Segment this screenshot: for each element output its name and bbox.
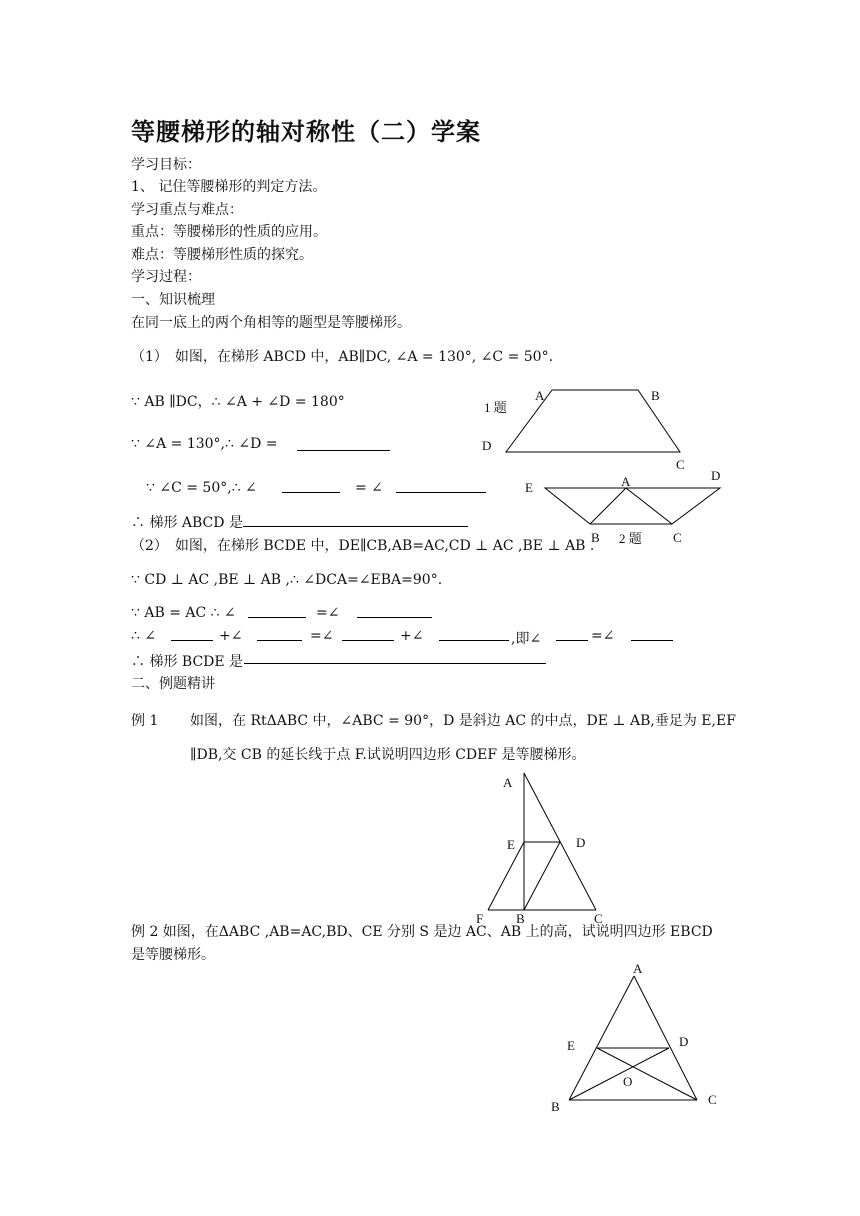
answer-blank	[243, 514, 468, 527]
goal-heading: 学习目标：	[131, 157, 201, 173]
problem-1-conclusion: ∴ 梯形 ABCD 是	[131, 515, 243, 531]
problem-2-step-2: ∵ AB = AC ∴ ∠	[131, 605, 236, 621]
key-point: 重点：等腰梯形的性质的应用。	[131, 224, 327, 240]
hard-point: 难点：等腰梯形性质的探究。	[131, 247, 313, 263]
rule-text: 在同一底上的两个角相等的题型是等腰梯形。	[131, 315, 411, 331]
answer-blank	[631, 628, 673, 641]
example-2-text-cont: 是等腰梯形。	[131, 947, 215, 963]
problem-1-step-3-eq: = ∠	[355, 480, 383, 496]
key-heading: 学习重点与难点：	[131, 202, 243, 218]
equals-angle: =∠	[591, 628, 615, 644]
point-label: A	[621, 474, 631, 489]
point-label: A	[633, 961, 643, 976]
answer-blank	[297, 438, 390, 451]
example-1-text: 如图，在 RtΔABC 中，∠ABC = 90°，D 是斜边 AC 的中点，DE ⊥ AB,垂足为 E,EF	[190, 713, 736, 729]
plus-angle: +∠	[400, 628, 424, 644]
answer-blank	[357, 605, 432, 618]
figure-1-trapezoid	[470, 380, 720, 470]
answer-blank	[244, 651, 546, 664]
plus-angle: +∠	[219, 628, 243, 644]
answer-blank	[342, 628, 394, 641]
point-label: O	[623, 1074, 633, 1089]
section-heading: 一、知识梳理	[131, 292, 215, 308]
problem-2-conclusion: ∴ 梯形 BCDE 是	[131, 654, 244, 670]
point-label: B	[516, 911, 525, 925]
point-label: D	[711, 468, 721, 483]
point-label: C	[594, 911, 603, 925]
point-label: A	[535, 388, 545, 403]
problem-2-step-1: ∵ CD ⊥ AC ,BE ⊥ AB ,∴ ∠DCA=∠EBA=90°.	[131, 572, 443, 588]
figure-2-trapezoid	[520, 466, 750, 548]
point-label: E	[567, 1038, 575, 1053]
example-1-label: 例 1	[131, 713, 159, 729]
answer-blank	[282, 480, 340, 493]
problem-1-statement: （1） 如图，在梯形 ABCD 中，AB∥DC, ∠A = 130°, ∠C = 50°.	[131, 349, 554, 365]
process-heading: 学习过程：	[131, 269, 201, 285]
point-label: F	[476, 911, 484, 925]
problem-2-step-2-eq: =∠	[316, 605, 340, 621]
example-1-text-cont: ∥DB,交 CB 的延长线于点 F.试说明四边形 CDEF 是等腰梯形。	[190, 747, 586, 763]
point-label: A	[503, 775, 513, 790]
point-label: D	[576, 835, 586, 850]
point-label: C	[708, 1092, 717, 1107]
problem-1-step-3: ∵ ∠C = 50°,∴ ∠	[146, 480, 257, 496]
example-2-text: 例 2 如图，在ΔABC ,AB=AC,BD、CE 分别 S 是边 AC、AB 上的高，试说明四边形 EBCD	[131, 924, 713, 940]
figure-3-triangle	[470, 765, 620, 925]
problem-2-statement: （2） 如图，在梯形 BCDE 中，DE∥CB,AB=AC,CD ⊥ AC ,BE ⊥ AB .	[131, 538, 595, 554]
point-label: C	[676, 457, 685, 470]
that-is-angle: ,即∠	[511, 631, 542, 647]
point-label: E	[525, 480, 533, 495]
point-label: D	[679, 1034, 689, 1049]
answer-blank	[257, 628, 302, 641]
figure-caption: 1 题	[484, 400, 507, 415]
point-label: D	[482, 438, 492, 453]
answer-blank	[396, 480, 486, 493]
equals-angle: =∠	[310, 628, 334, 644]
problem-1-step-1: ∵ AB ∥DC，∴ ∠A + ∠D = 180°	[131, 394, 345, 410]
problem-2-step-3: ∴ ∠	[131, 628, 157, 644]
figure-caption: 2 题	[619, 531, 642, 546]
point-label: B	[551, 1099, 560, 1114]
point-label: C	[673, 530, 682, 545]
answer-blank	[171, 628, 213, 641]
goal-item: 1、 记住等腰梯形的判定方法。	[131, 179, 327, 195]
point-label: E	[507, 837, 515, 852]
answer-blank	[248, 605, 306, 618]
point-label: B	[651, 388, 660, 403]
point-label: B	[591, 530, 600, 545]
section-heading-examples: 二、例题精讲	[131, 676, 215, 692]
problem-1-step-2: ∵ ∠A = 130°,∴ ∠D =	[131, 436, 278, 452]
figure-4-triangle	[545, 958, 725, 1118]
page-title: 等腰梯形的轴对称性（二）学案	[131, 117, 481, 146]
answer-blank	[439, 628, 509, 641]
answer-blank	[556, 628, 588, 641]
